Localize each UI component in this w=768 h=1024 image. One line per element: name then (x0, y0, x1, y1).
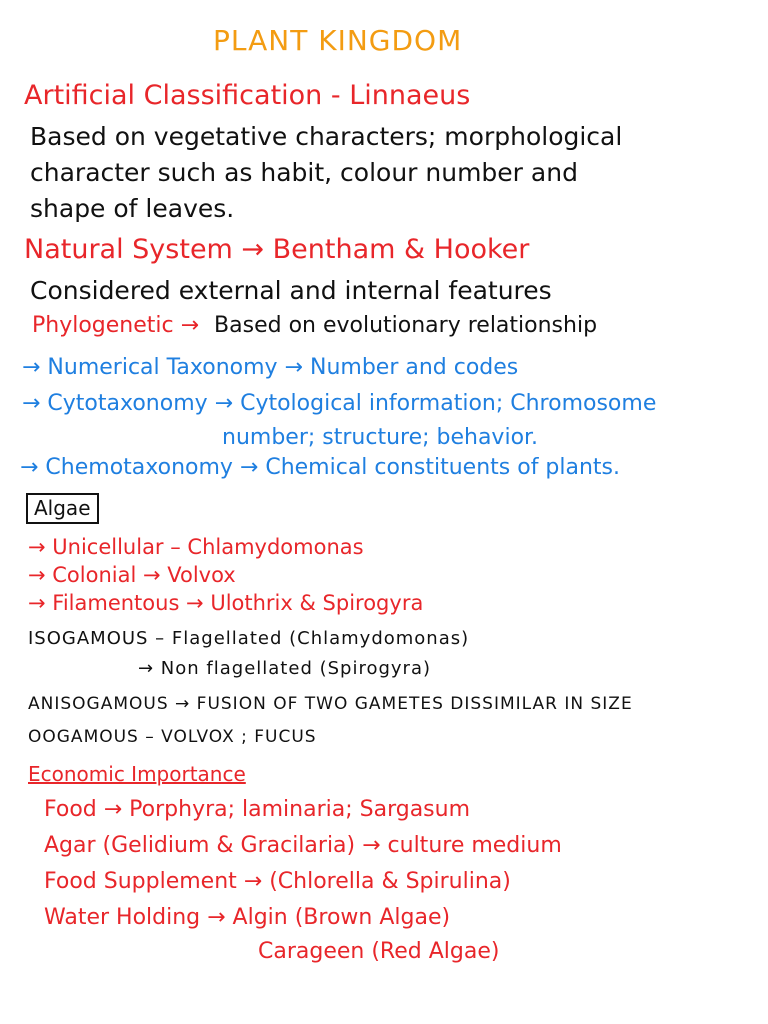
page-title: PLANT KINGDOM (213, 24, 463, 57)
taxonomy-cyto: → Cytotaxonomy → Cytological information; Chromosome (22, 391, 657, 416)
natural-line-1: Considered external and internal features (30, 276, 552, 305)
oogamous-line: OOGAMOUS – VOLVOX ; FUCUS (28, 727, 317, 747)
phylogenetic-text: Based on evolutionary relationship (214, 313, 598, 338)
algae-form-colonial: → Colonial → Volvox (28, 563, 236, 587)
anisogamous-line: ANISOGAMOUS → FUSION OF TWO GAMETES DISSIMILAR IN SIZE (28, 694, 633, 714)
natural-system-heading: Natural System → Bentham & Hooker (24, 234, 530, 265)
artificial-line-3: shape of leaves. (30, 194, 235, 223)
artificial-line-1: Based on vegetative characters; morphological (30, 122, 623, 151)
isogamous-line-2: → Non flagellated (Spirogyra) (138, 658, 432, 679)
algae-form-unicellular: → Unicellular – Chlamydomonas (28, 535, 364, 559)
phylogenetic-label: Phylogenetic → (32, 313, 200, 338)
phylogenetic-row (32, 313, 597, 338)
economic-importance-heading: Economic Importance (28, 762, 246, 786)
isogamous-line-1: ISOGAMOUS – Flagellated (Chlamydomonas) (28, 628, 470, 649)
algae-label-box: Algae (26, 493, 99, 524)
economic-item-carageen: Carageen (Red Algae) (258, 939, 500, 964)
taxonomy-chemo: → Chemotaxonomy → Chemical constituents of plants. (20, 455, 621, 480)
taxonomy-cyto-continued: number; structure; behavior. (222, 425, 539, 450)
artificial-line-2: character such as habit, colour number and (30, 158, 578, 187)
economic-item-agar: Agar (Gelidium & Gracilaria) → culture medium (44, 833, 562, 858)
artificial-classification-heading: Artificial Classification - Linnaeus (24, 80, 471, 111)
algae-form-filamentous: → Filamentous → Ulothrix & Spirogyra (28, 591, 424, 615)
economic-item-water-holding: Water Holding → Algin (Brown Algae) (44, 905, 451, 930)
taxonomy-numerical: → Numerical Taxonomy → Number and codes (22, 355, 519, 380)
economic-item-food-supplement: Food Supplement → (Chlorella & Spirulina) (44, 869, 511, 894)
economic-item-food: Food → Porphyra; laminaria; Sargasum (44, 797, 471, 822)
